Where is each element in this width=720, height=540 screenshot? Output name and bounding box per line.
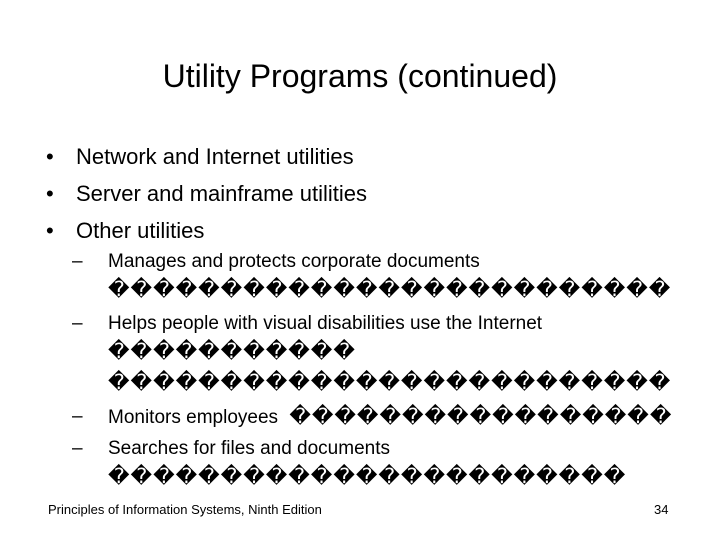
bullet-text: Other utilities (76, 218, 205, 243)
replacement-glyphs: ����������������� (289, 404, 673, 428)
replacement-glyphs: ������������������������� (108, 370, 672, 394)
slide-title: Utility Programs (continued) (162, 58, 558, 94)
bullet-text: Network and Internet utilities (76, 144, 354, 169)
bullet-item (44, 175, 367, 212)
bullet-text: Server and mainframe utilities (76, 181, 368, 206)
bullet-list (44, 138, 367, 249)
bullet-marker: • (46, 144, 54, 169)
sub-item-text: Manages and protects corporate documents (108, 251, 480, 272)
slide-footer: Principles of Information Systems, Ninth Edition (48, 502, 322, 517)
sub-item-text: Searches for files and documents (108, 438, 390, 459)
sub-item (72, 436, 720, 492)
dash-marker: – (72, 438, 83, 459)
bullet-item (44, 138, 367, 175)
dash-marker: – (72, 251, 83, 272)
sub-item-text: Monitors employees (108, 407, 279, 428)
page-number: 34 (654, 502, 669, 517)
replacement-glyphs: ����������������������� (108, 464, 627, 488)
sub-item (72, 249, 720, 305)
sub-bullet-list (72, 249, 720, 498)
sub-item (72, 404, 720, 430)
dash-marker: – (72, 313, 83, 334)
replacement-glyphs: ������������������������� (108, 277, 672, 301)
bullet-marker: • (46, 218, 54, 243)
sub-item (72, 311, 720, 398)
bullet-marker: • (46, 181, 54, 206)
dash-marker: – (72, 406, 83, 427)
sub-item-text: Helps people with visual disabilities use the Internet (108, 313, 543, 334)
bullet-item (44, 212, 367, 249)
replacement-glyphs: ����������� (108, 339, 356, 363)
